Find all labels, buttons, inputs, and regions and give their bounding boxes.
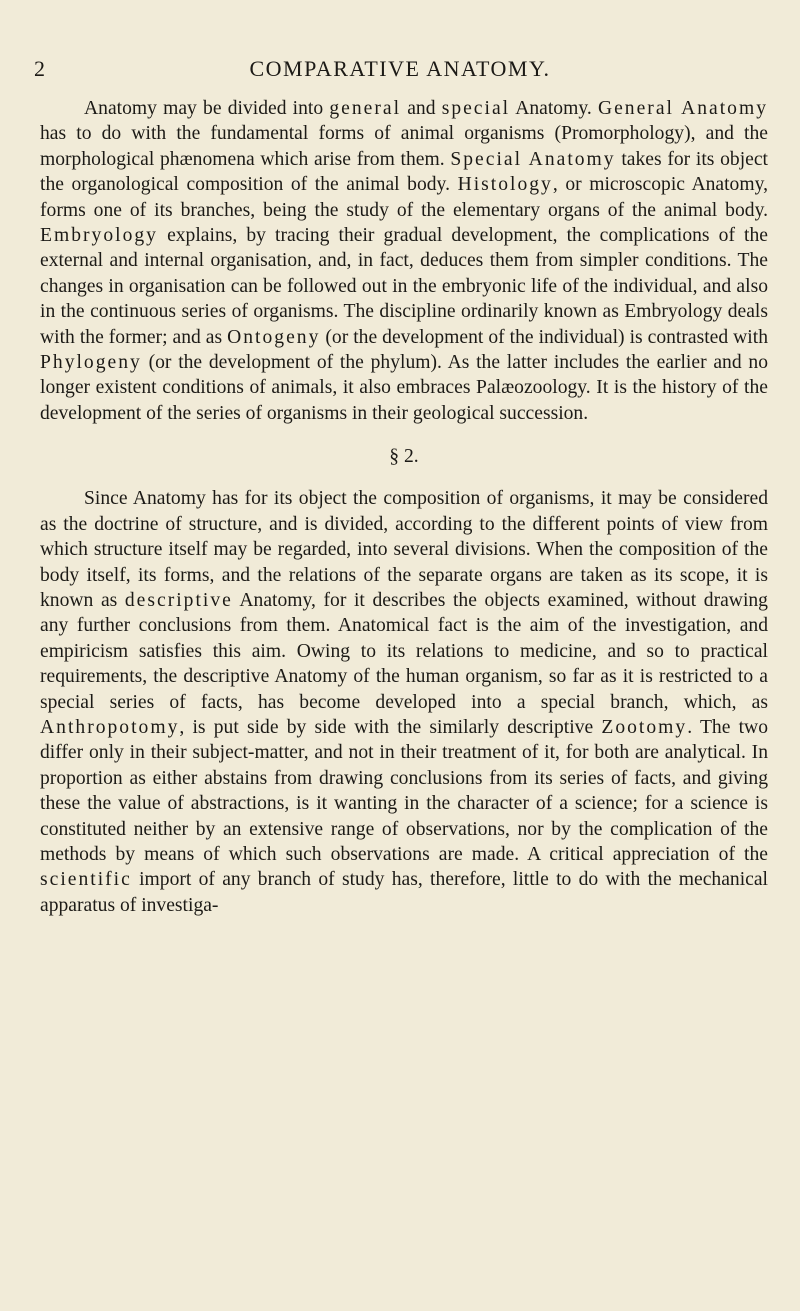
spaced-term-embryology: Embryology — [40, 225, 158, 247]
section-heading: § 2. — [389, 446, 419, 468]
p1-text: takes for its object the organological composition of the animal body. — [40, 148, 769, 196]
p2-text: Anatomy, for it describes the objects examined, without drawing any further conclusions from them. Anatomical fact is the aim of the investigation, and empiricism satisfies this aim. Owing to its relations to medicine, and so to practical requirements, the descriptive Anatomy of the human organism, so far as it is restricted to a special series of facts, has become developed into a special branch, which, as — [40, 589, 768, 713]
spaced-term-descriptive: descriptive — [124, 589, 233, 611]
spaced-term-special-anatomy: Special Anatomy — [450, 148, 616, 170]
running-title: COMPARATIVE ANATOMY. — [249, 56, 551, 81]
p2-text: import of any branch of study has, therefore, little to do with the mechanical apparatus of investiga- — [40, 869, 768, 916]
page-header — [0, 56, 800, 86]
p1-text: (or the development of the individual) is contrasted with — [320, 326, 768, 348]
paragraph-1 — [40, 96, 768, 426]
spaced-term-special: special — [441, 98, 511, 119]
spaced-term-histology: Histology — [457, 174, 553, 196]
p2-text: , is put side by side with the similarly descriptive — [179, 716, 602, 738]
p1-text: and — [401, 98, 442, 119]
spaced-term-scientific: scientific — [40, 869, 132, 891]
p1-text: (or the development of the phylum). As the latter includes the earlier and no longer existent conditions of animals, it also embraces Palæozoology. It is the history of the development of the series of organisms in their geological succession. — [40, 352, 768, 424]
page-number: 2 — [34, 56, 45, 81]
spaced-term-phylogeny: Phylogeny — [40, 352, 142, 374]
p1-text: explains, by tracing their gradual development, the complications of the external and internal organisation, and, in fact, deduces them from simpler conditions. The changes in organisation can be followed out in the embryonic life of the individual, and also in the continuous series of organisms. The discipline ordinarily known as Embryology deals with the former; and as — [40, 225, 768, 348]
p2-text: Since Anatomy has for its object the composition of organisms, it may be considered as the doctrine of structure, and is divided, according to the different points of view from which structure itself may be regarded, into several divisions. When the composition of the body itself, its forms, and the relations of the separate organs are taken as its scope, it is known as — [40, 488, 768, 611]
paragraph-2 — [40, 486, 768, 918]
p1-text: Anatomy may be divided into — [84, 98, 330, 119]
spaced-term-ontogeny: Ontogeny — [227, 326, 321, 348]
spaced-term-anthropotomy: Anthropotomy — [40, 716, 180, 738]
body-text — [40, 96, 768, 918]
p2-text: . The two differ only in their subject-matter, and not in their treatment of it, for both are analytical. In proportion as either abstains from drawing conclusions from its series of facts, and giving these the value of abstractions, is it wanting in the character of a science; for a science is constituted neither by an extensive range of observations, nor by the complication of the methods by means of which such observations are made. A critical appreciation of the — [40, 716, 768, 865]
p1-text: has to do with the fundamental forms of animal organisms (Promorphology), and the morphological phænomena which arise from them. — [40, 123, 768, 170]
spaced-term-zootomy: Zootomy — [601, 716, 688, 738]
spaced-term-general-anatomy: General Anatomy — [597, 98, 768, 119]
p1-text: , or microscopic Anatomy, forms one of its branches, being the study of the elementary organs of the animal body. — [40, 174, 769, 221]
p1-text: Anatomy. — [510, 98, 592, 119]
spaced-term-general: general — [329, 98, 402, 119]
